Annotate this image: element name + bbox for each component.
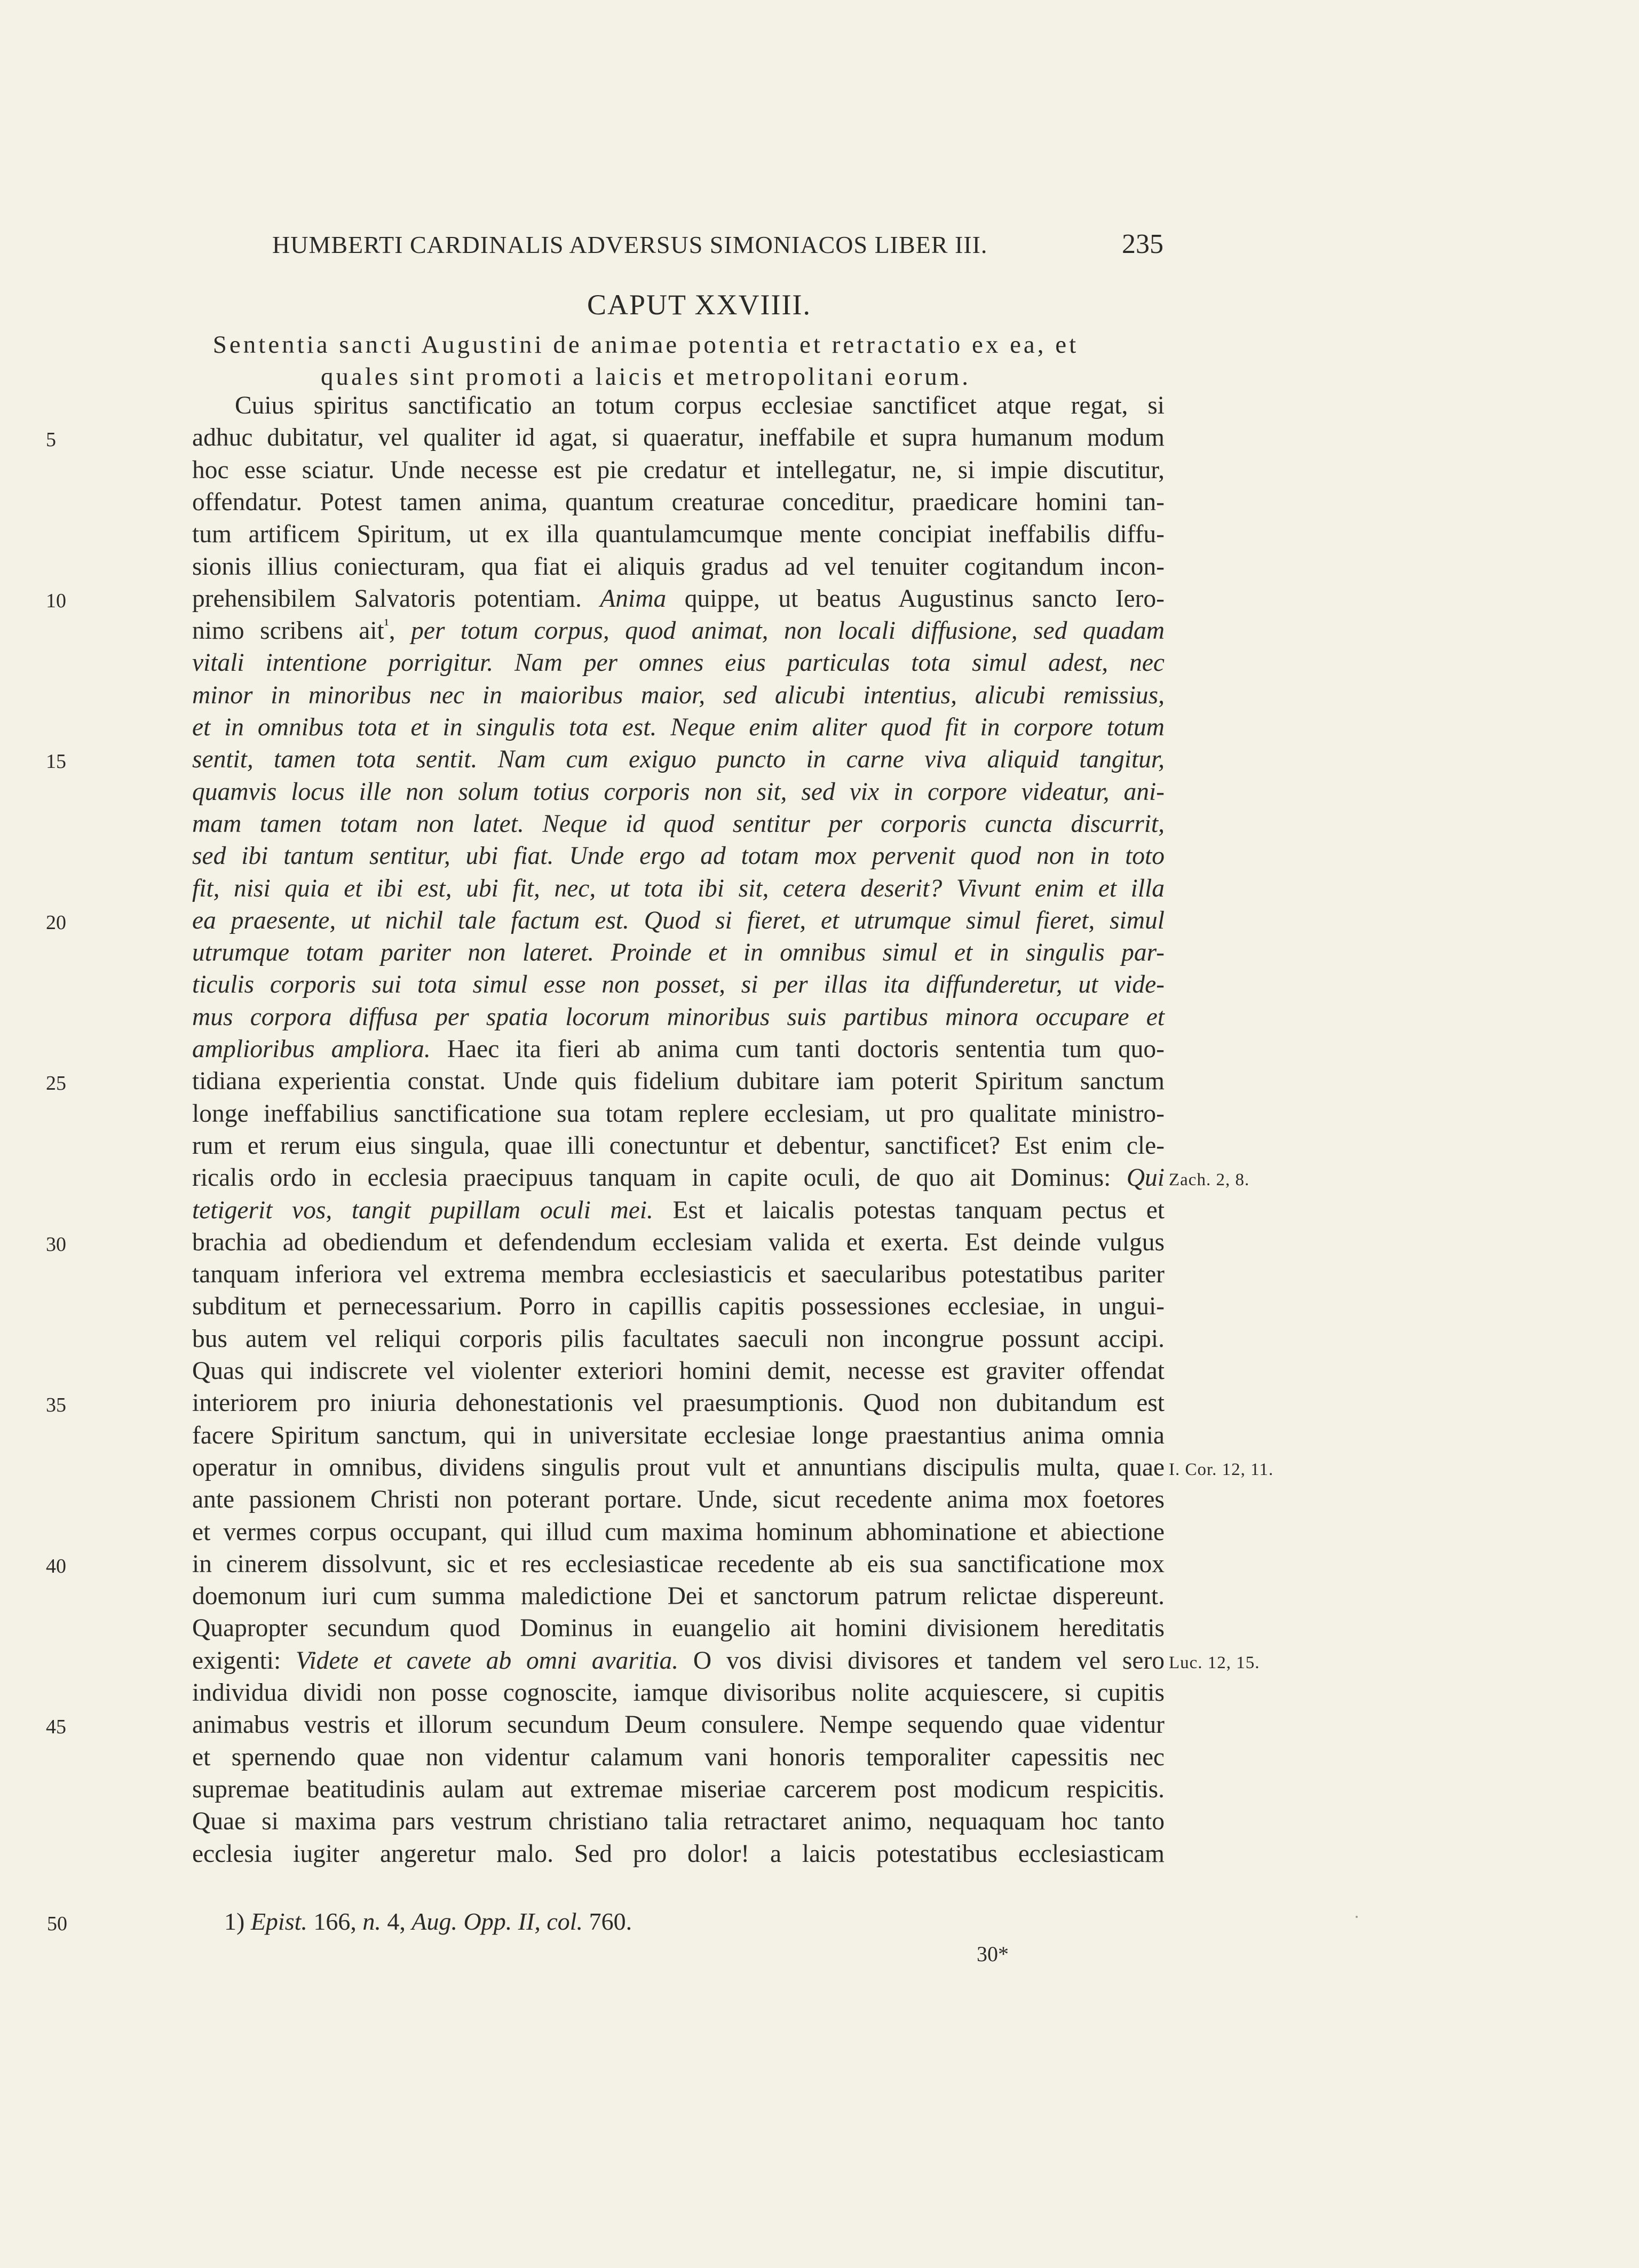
text-line [192,937,1165,969]
text-line [192,551,1165,583]
text-run: quamvis locus ille non solum totius corporis non sit, sed vix in corpore videatur, ani- [192,778,1165,806]
text-line [192,905,1165,937]
text-run: sentit, tamen tota sentit. Nam cum exiguo puncto in carne viva aliquid tangitur, [192,746,1165,773]
line-number: 45 [46,1716,66,1738]
text-line [192,1226,1165,1258]
text-run: et spernendo quae non videntur calamum vani honoris temporaliter capessitis nec [192,1743,1165,1771]
text-run: O vos divisi divisores et tandem vel sero [678,1647,1165,1675]
text-line [192,1516,1165,1548]
footnote-col-value: 760. [589,1908,632,1935]
text-line [192,969,1165,1001]
chapter-summary-line: quales sint promoti a laicis et metropolitani eorum. [320,363,971,391]
text-run: minor in minoribus nec in maioribus maior, sed alicubi intentius, alicubi remissius, [192,681,1165,709]
text-line [192,1805,1165,1837]
text-run: tanquam inferiora vel extrema membra ecclesiasticis et saecularibus potestatibus pariter [192,1260,1165,1288]
text-run: tetigerit vos, tangit pupillam oculi mei. [192,1196,653,1224]
page-speck [1356,1916,1358,1918]
text-run: ¹ [384,616,389,634]
text-run: sionis illius coniecturam, qua fiat ei aliquis gradus ad vel tenuiter cogitandum incon- [192,553,1165,581]
line-number: 35 [46,1394,66,1416]
text-line [192,679,1165,711]
text-run: Cuius spiritus sanctificatio an totum corpus ecclesiae sanctificet atque regat, si [235,392,1165,419]
text-line [192,840,1165,872]
text-run: tidiana experientia constat. Unde quis fidelium dubitare iam poterit Spiritum sanctum [192,1067,1165,1095]
text-line [192,1323,1165,1355]
text-run: Haec ita fieri ab anima cum tanti doctoris sententia tum quo- [430,1035,1165,1063]
margin-reference: Luc. 12, 15. [1169,1653,1260,1672]
text-run: nimo scribens ait [192,617,384,645]
text-line [192,1452,1165,1484]
chapter-summary-line: Sententia sancti Augustini de animae potentia et retractatio ex ea, et [212,331,1079,359]
text-run: Quas qui indiscrete vel violenter exteriori homini demit, necesse est graviter offendat [192,1357,1165,1385]
text-line [192,1838,1165,1870]
footnote [224,1906,632,1938]
text-line [192,583,1165,615]
running-head [235,231,1163,268]
footnote-n-label: n. [362,1908,381,1935]
margin-reference: Zach. 2, 8. [1169,1170,1250,1189]
text-line [192,1677,1165,1709]
text-line [192,1098,1165,1130]
text-line [192,1612,1165,1644]
text-line [192,1645,1165,1677]
text-line [192,1162,1165,1194]
text-run: offendatur. Potest tamen anima, quantum creaturae conceditur, praedicare homini tan- [192,488,1165,516]
text-run: individua dividi non posse cognoscite, iamque divisoribus nolite acquiescere, si cupitis [192,1679,1165,1707]
text-run: mam tamen totam non latet. Neque id quod sentitur per corporis cuncta discurrit, [192,810,1165,838]
margin-reference: I. Cor. 12, 11. [1169,1460,1274,1479]
text-run: ante passionem Christi non poterant portare. Unde, sicut recedente anima mox foetores [192,1486,1165,1513]
footnote-col-label: col. [547,1908,583,1935]
text-line [192,743,1165,775]
text-line [192,1001,1165,1033]
text-line [192,1290,1165,1322]
line-number: 25 [46,1072,66,1095]
text-line [192,1355,1165,1387]
text-line [192,776,1165,808]
line-number: 15 [46,750,66,773]
text-run: longe ineffabilius sanctificatione sua totam replere ecclesiam, ut pro qualitate ministro- [192,1100,1165,1128]
chapter-summary [128,329,1163,393]
line-number: 20 [46,911,66,934]
text-run: prehensibilem Salvatoris potentiam. [192,585,600,613]
text-run: Anima [600,585,667,613]
line-number: 30 [46,1233,66,1256]
text-run: tum artificem Spiritum, ut ex illa quantulamcumque mente concipiat ineffabilis diffu- [192,520,1165,548]
text-run: in cinerem dissolvunt, sic et res ecclesiasticae recedente ab eis sua sanctificatione mox [192,1550,1165,1578]
text-line [192,518,1165,550]
text-run: interiorem pro iniuria dehonestationis vel praesumptionis. Quod non dubitandum est [192,1389,1165,1417]
text-run: , [389,617,411,645]
text-run: animabus vestris et illorum secundum Deum consulere. Nempe sequendo quae videntur [192,1711,1165,1739]
text-line [192,1387,1165,1419]
text-line [192,615,1165,647]
text-run: subditum et pernecessarium. Porro in capillis capitis possessiones ecclesiae, in ungui- [192,1292,1165,1320]
text-run: quippe, ut beatus Augustinus sancto Iero- [666,585,1165,613]
text-line [192,1420,1165,1452]
text-run: bus autem vel reliqui corporis pilis facultates saeculi non incongrue possunt accipi. [192,1325,1165,1353]
text-run: Qui [1126,1164,1165,1192]
text-line [192,486,1165,518]
text-run: Quapropter secundum quod Dominus in euangelio ait homini divisionem hereditatis [192,1614,1165,1642]
text-line [192,1484,1165,1516]
text-line [192,711,1165,743]
text-run: brachia ad obediendum et defendendum ecclesiam valida et exerta. Est deinde vulgus [192,1228,1165,1256]
text-line [192,647,1165,679]
text-run: et in omnibus tota et in singulis tota est. Neque enim aliter quod fit in corpore totum [192,713,1165,741]
text-run: adhuc dubitatur, vel qualiter id agat, si quaeratur, ineffabile et supra humanum modum [192,424,1165,451]
text-run: exigenti: [192,1647,296,1675]
text-line [192,1033,1165,1065]
text-run: Videte et cavete ab omni avaritia. [296,1647,679,1675]
text-run: operatur in omnibus, dividens singulis prout vult et annuntians discipulis multa, quae [192,1454,1165,1481]
text-run: amplioribus ampliora. [192,1035,431,1063]
text-run: ticulis corporis sui tota simul esse non posset, si per illas ita diffunderetur, ut vide- [192,971,1165,998]
text-line [192,1194,1165,1226]
text-run: mus corpora diffusa per spatia locorum minoribus suis partibus minora occupare et [192,1003,1165,1031]
text-run: facere Spiritum sanctum, qui in universitate ecclesiae longe praestantius anima omnia [192,1422,1165,1449]
text-line [192,454,1165,486]
text-run: vitali intentione porrigitur. Nam per omnes eius particulas tota simul adest, nec [192,649,1165,677]
footnote-number: 166, [313,1908,357,1935]
text-line [192,808,1165,840]
footnote-source: Epist. [250,1908,307,1935]
text-run: utrumque totam pariter non lateret. Proinde et in omnibus simul et in singulis par- [192,939,1165,966]
text-run: ea praesente, ut nichil tale factum est. Quod si fieret, et utrumque simul fieret, simul [192,907,1165,934]
line-number: 40 [46,1555,66,1577]
text-line [192,1258,1165,1290]
text-line [192,1580,1165,1612]
text-run: et vermes corpus occupant, qui illud cum maxima hominum abhominatione et abiectione [192,1518,1165,1546]
text-line [235,390,1165,422]
text-run: Quae si maxima pars vestrum christiano talia retractaret animo, nequaquam hoc tanto [192,1807,1165,1835]
text-run: Est et laicalis potestas tanquam pectus et [653,1196,1165,1224]
chapter-title: CAPUT XXVIIII. [587,289,811,321]
text-line [192,1065,1165,1097]
text-run: fit, nisi quia et ibi est, ubi fit, nec, ut tota ibi sit, cetera deserit? Vivunt enim et illa [192,875,1165,902]
text-run: hoc esse sciatur. Unde necesse est pie credatur et intellegatur, ne, si impie discutitur, [192,456,1165,484]
footnote-marker: 1) [224,1908,245,1935]
text-line [192,1130,1165,1162]
text-run: doemonum iuri cum summa maledictione Dei et sanctorum patrum relictae dispereunt. [192,1582,1165,1610]
text-run: ecclesia iugiter angeretur malo. Sed pro dolor! a laicis potestatibus ecclesiasticam [192,1840,1165,1868]
text-run: rum et rerum eius singula, quae illi conectuntur et debentur, sanctificet? Est enim cle- [192,1132,1165,1160]
footnote-line-number: 50 [47,1913,67,1935]
text-run: per totum corpus, quod animat, non locali diffusione, sed quadam [411,617,1165,645]
text-run: ricalis ordo in ecclesia praecipuus tanquam in capite oculi, de quo ait Dominus: [192,1164,1127,1192]
signature-mark: 30* [977,1942,1009,1966]
text-line [192,1773,1165,1805]
running-title: HUMBERTI CARDINALIS ADVERSUS SIMONIACOS LIBER III. [272,231,988,258]
text-line [192,1741,1165,1773]
page-number: 235 [1122,229,1163,259]
text-run: sed ibi tantum sentitur, ubi fiat. Unde ergo ad totam mox pervenit quod non in toto [192,842,1165,870]
text-line [192,1709,1165,1741]
footnote-n-value: 4, [387,1908,406,1935]
text-line [192,873,1165,905]
text-line [192,422,1165,454]
text-line [192,1548,1165,1580]
line-number: 10 [46,590,66,612]
line-number: 5 [46,429,56,451]
footnote-work: Aug. Opp. II, [411,1908,541,1935]
text-run: supremae beatitudinis aulam aut extremae miseriae carcerem post modicum respicitis. [192,1775,1165,1803]
